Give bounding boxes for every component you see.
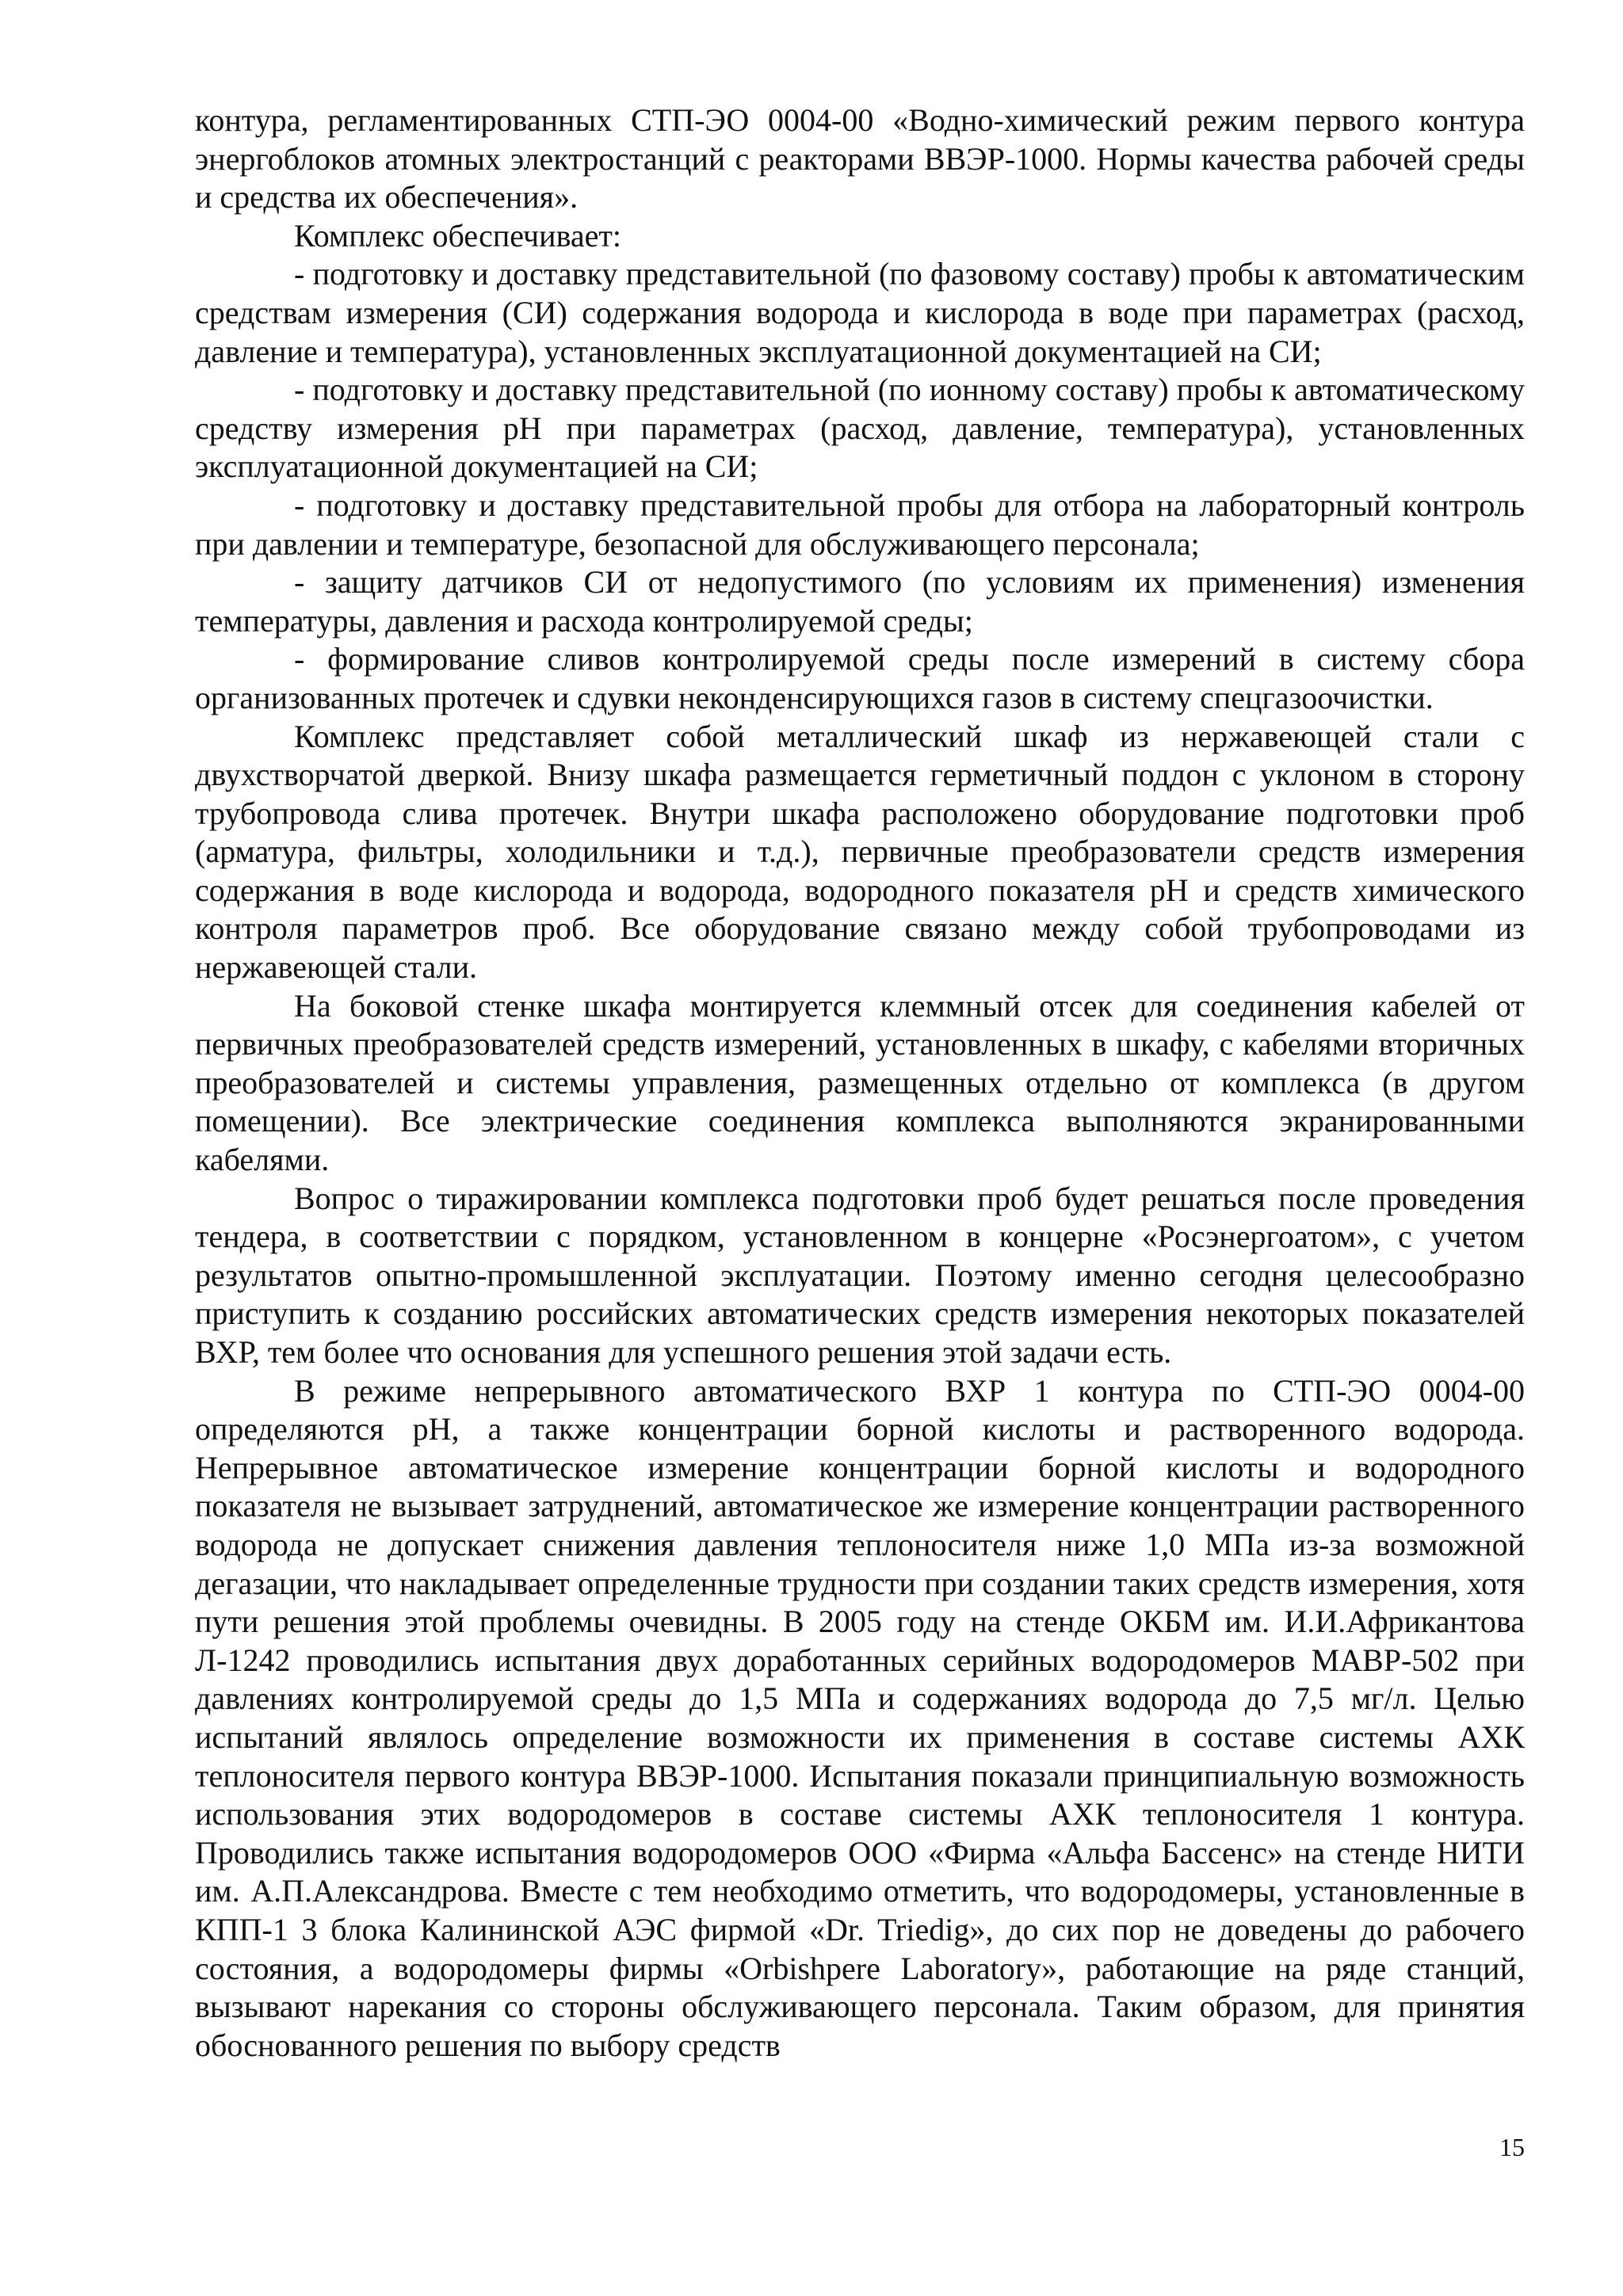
paragraph-4: На боковой стенке шкафа монтируется клеммный отсек для соединения кабелей от первичных преобразователей средств измерений, установленных в шкафу, с кабелями вторичных преобразователей и системы управления, размещенных отдельно от комплекса (в другом помещении). Все электрические соединения комплекса выполняются экранированными кабелями.	[195, 987, 1525, 1178]
list-item-4: - защиту датчиков СИ от недопустимого (по условиям их применения) изменения температуры, давления и расхода контролируемой среды;	[195, 564, 1525, 639]
page-number: 15	[1499, 2133, 1525, 2161]
document-body	[195, 101, 1525, 2065]
paragraph-5: Вопрос о тиражировании комплекса подготовки проб будет решаться после проведения тендера, в соответствии с порядком, установленном в концерне «Росэнергоатом», с учетом результатов опытно-промышленной эксплуатации. Поэтому именно сегодня целесообразно приступить к созданию российских автоматических средств измерения некоторых показателей ВХР, тем более что основания для успешного решения этой задачи есть.	[195, 1180, 1525, 1370]
list-item-1: - подготовку и доставку представительной (по фазовому составу) пробы к автоматическим средствам измерения (СИ) содержания водорода и кислорода в воде при параметрах (расход, давление и температура), установленных эксплуатационной документацией на СИ;	[195, 256, 1525, 369]
paragraph-1: контура, регламентированных СТП-ЭО 0004-00 «Водно-химический режим первого контура энергоблоков атомных электростанций с реакторами ВВЭР-1000. Нормы качества рабочей среды и средства их обеспечения».	[195, 102, 1525, 215]
paragraph-2: Комплекс обеспечивает:	[294, 217, 622, 254]
list-item-3: - подготовку и доставку представительной пробы для отбора на лабораторный контроль при давлении и температуре, безопасной для обслуживающего персонала;	[195, 486, 1525, 562]
list-item-5: - формирование сливов контролируемой среды после измерений в систему сбора организованных протечек и сдувки неконденсирующихся газов в систему спецгазоочистки.	[195, 641, 1525, 715]
list-item-2: - подготовку и доставку представительной (по ионному составу) пробы к автоматическому средству измерения рН при параметрах (расход, давление, температура), установленных эксплуатационной документацией на СИ;	[195, 372, 1525, 485]
paragraph-6: В режиме непрерывного автоматического ВХР 1 контура по СТП-ЭО 0004-00 определяются рН, а также концентрации борной кислоты и растворенного водорода. Непрерывное автоматическое измерение концентрации борной кислоты и водородного показателя не вызывает затруднений, автоматическое же измерение концентрации растворенного водорода не допускает снижения давления теплоносителя ниже 1,0 МПа из-за возможной дегазации, что накладывает определенные трудности при создании таких средств измерения, хотя пути решения этой проблемы очевидны. В 2005 году на стенде ОКБМ им. И.И.Африкантова Л-1242 проводились испытания двух доработанных серийных водородомеров МАВР-502 при давлениях контролируемой среды до 1,5 МПа и содержаниях водорода до 7,5 мг/л. Целью испытаний являлось определение возможности их применения в составе системы АХК теплоносителя первого контура ВВЭР-1000. Испытания показали принципиальную возможность использования этих водородомеров в составе системы АХК теплоносителя 1 контура. Проводились также испытания водородомеров ООО «Фирма «Альфа Бассенс» на стенде НИТИ им. А.П.Александрова. Вместе с тем необходимо отметить, что водородомеры, установленные в КПП-1 3 блока Калининской АЭС фирмой «Dr. Triedig», до сих пор не доведены до рабочего состояния, а водородомеры фирмы «Orbishpere Laboratory», работающие на ряде станций, вызывают нарекания со стороны обслуживающего персонала. Таким образом, для принятия обоснованного решения по выбору средств	[195, 1372, 1525, 2063]
paragraph-3: Комплекс представляет собой металлический шкаф из нержавеющей стали с двухстворчатой дверкой. Внизу шкафа размещается герметичный поддон с уклоном в сторону трубопровода слива протечек. Внутри шкафа расположено оборудование подготовки проб (арматура, фильтры, холодильники и т.д.), первичные преобразователи средств измерения содержания в воде кислорода и водорода, водородного показателя рН и средств химического контроля параметров проб. Все оборудование связано между собой трубопроводами из нержавеющей стали.	[195, 718, 1525, 986]
